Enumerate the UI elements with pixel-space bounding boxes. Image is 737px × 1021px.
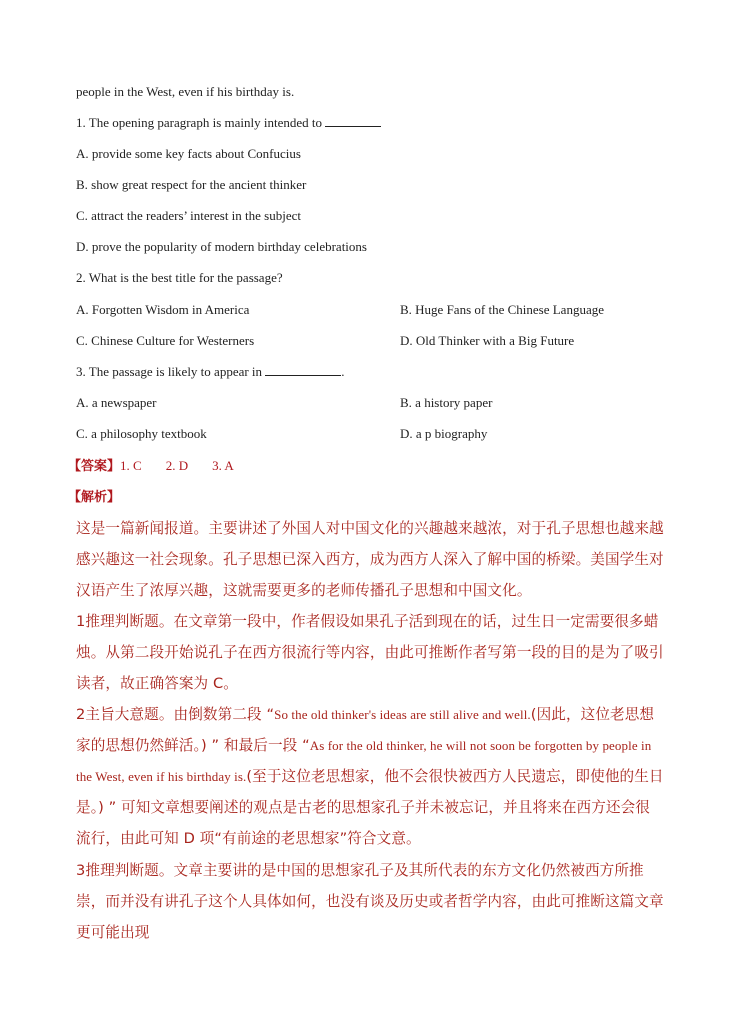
analysis-q2-part-c: (因此，这位老思想家的思想仍然鲜活。) ” 和最后一段 “ xyxy=(76,706,655,754)
question-1-option-d: D. prove the popularity of modern birthday celebrations xyxy=(76,239,367,254)
question-1-text: 1. The opening paragraph is mainly intended to xyxy=(76,115,322,130)
question-3-text: 3. The passage is likely to appear in xyxy=(76,364,263,379)
analysis-q2-quote-1: So the old thinker's ideas are still alive and well. xyxy=(274,707,531,722)
answer-1: 1. C xyxy=(120,458,142,473)
question-2-option-d: D. Old Thinker with a Big Future xyxy=(400,333,575,348)
question-3-option-d: D. a p biography xyxy=(400,426,488,441)
analysis-tag: 【解析】 xyxy=(68,490,121,505)
analysis-question-2 xyxy=(76,699,664,854)
question-1-option-b: B. show great respect for the ancient thinker xyxy=(76,177,307,192)
question-2-option-a: A. Forgotten Wisdom in America xyxy=(76,302,250,317)
analysis-question-3: 3推理判断题。文章主要讲的是中国的思想家孔子及其所代表的东方文化仍然被西方所推崇，而并没有讲孔子这个人具体如何，也没有谈及历史或者哲学内容，由此可推断这篇文章更可能出现 xyxy=(76,862,664,941)
analysis-heading xyxy=(68,489,120,506)
answer-tag: 【答案】 xyxy=(68,459,121,474)
question-2-option-b: B. Huge Fans of the Chinese Language xyxy=(400,302,604,317)
question-3-period: . xyxy=(341,364,345,379)
question-3-option-b: B. a history paper xyxy=(400,395,493,410)
answer-2: 2. D xyxy=(165,458,189,473)
question-1-option-a: A. provide some key facts about Confucius xyxy=(76,146,301,161)
analysis-q2-part-e: (至于这位老思想家，他不会很快被西方人民遗忘，即使他的生日是。) ” 可知文章想要阐述的观点是古老的思想家孔子并未被忘记，并且将来在西方还会很流行，由此可知 D 项“有前途的老思想家”符合文意。 xyxy=(76,768,664,847)
question-3-option-a: A. a newspaper xyxy=(76,395,157,410)
question-3-option-c: C. a philosophy textbook xyxy=(76,426,207,441)
analysis-q2-part-a: 2主旨大意题。由倒数第二段 “ xyxy=(76,706,275,723)
answer-line xyxy=(68,458,234,475)
question-1-option-c: C. attract the readers’ interest in the subject xyxy=(76,208,301,223)
analysis-question-1: 1推理判断题。在文章第一段中，作者假设如果孔子活到现在的话，过生日一定需要很多蜡烛。从第二段开始说孔子在西方很流行等内容，由此可推断作者写第一段的目的是为了吸引读者，故正确答案为 C。 xyxy=(76,613,664,692)
passage-last-line: people in the West, even if his birthday is. xyxy=(76,84,295,99)
answer-blank xyxy=(265,364,341,376)
question-2-stem: 2. What is the best title for the passage? xyxy=(76,270,283,285)
analysis-intro: 这是一篇新闻报道。主要讲述了外国人对中国文化的兴趣越来越浓，对于孔子思想也越来越感兴趣这一社会现象。孔子思想已深入西方，成为西方人深入了解中国的桥梁。美国学生对汉语产生了浓厚兴趣，这就需要更多的老师传播孔子思想和中国文化。 xyxy=(76,520,664,599)
answer-blank xyxy=(325,115,381,127)
answer-3: 3. A xyxy=(212,458,234,473)
question-1-stem xyxy=(76,115,381,131)
analysis-q2-quote-2: As for the old thinker, he will not soon be forgotten by people in the West, even if his birthday is. xyxy=(76,738,652,784)
question-3-stem xyxy=(76,364,345,380)
question-2-option-c: C. Chinese Culture for Westerners xyxy=(76,333,255,348)
